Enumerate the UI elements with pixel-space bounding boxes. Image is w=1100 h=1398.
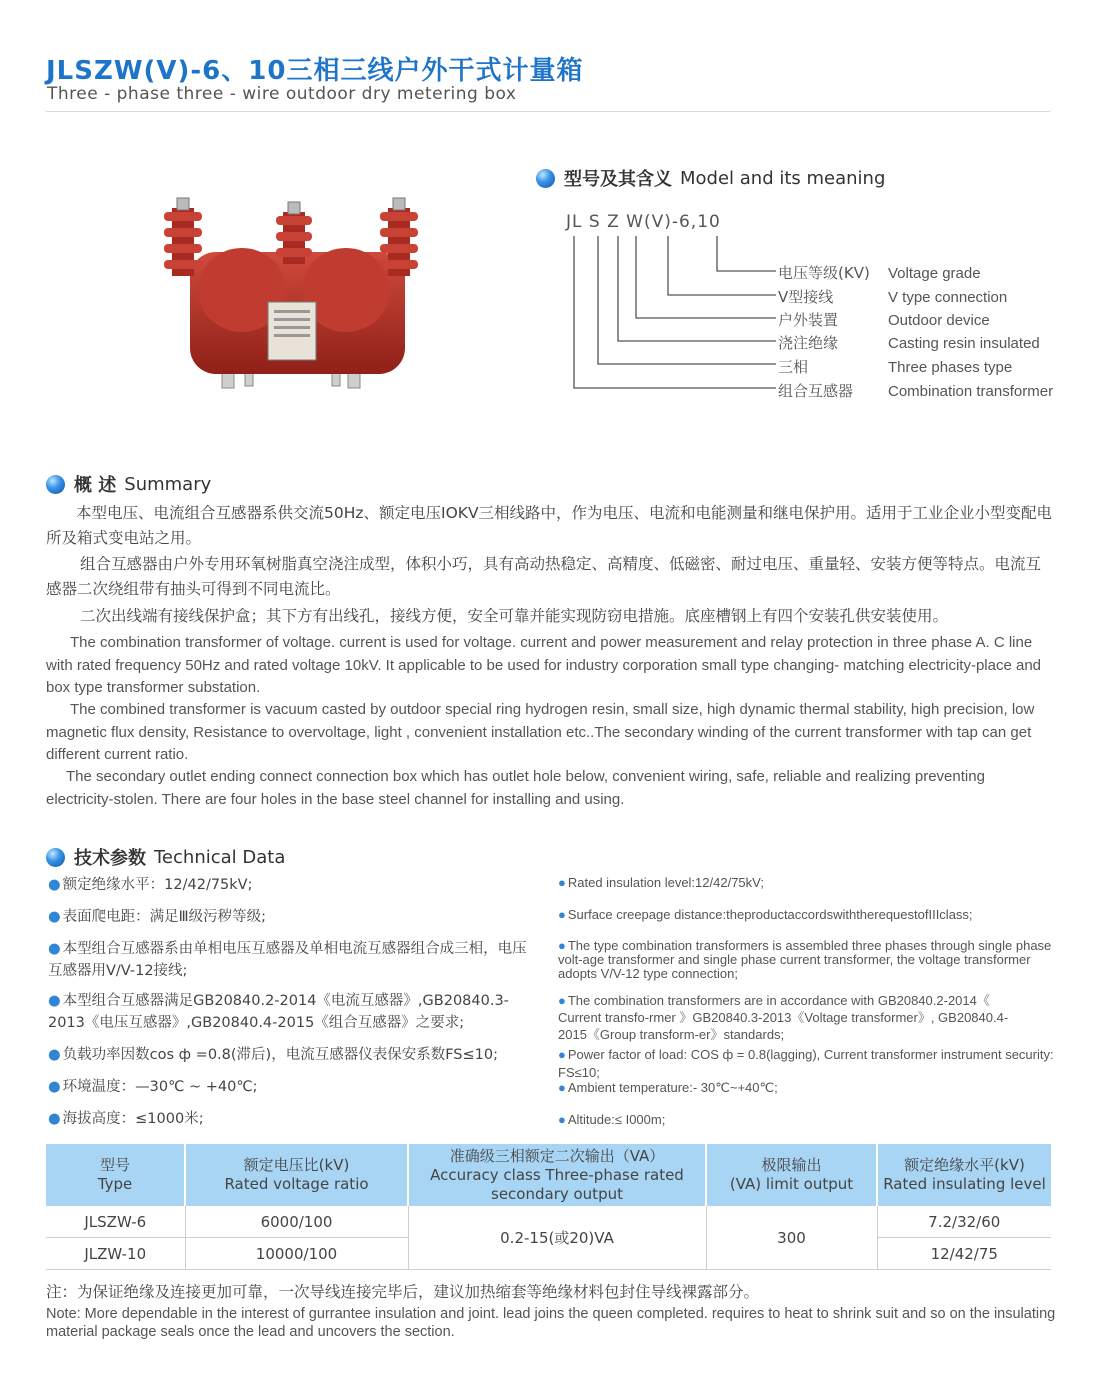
summary-heading: 概 述 Summary	[46, 471, 211, 497]
bullet-ball-icon	[46, 848, 65, 867]
tech-item-cn: ● 环境温度：—30℃ ~ +40℃;	[48, 1079, 258, 1095]
tech-item-en: ● Rated insulation level:12/42/75kV;	[558, 875, 764, 890]
bullet-ball-icon	[536, 169, 555, 188]
tech-item-en: ● Power factor of load: COS ф = 0.8(lagging), Current transformer instrument security: FS≤10;	[558, 1047, 1054, 1080]
tech-item-en: ● The type combination transformers is assembled three phases through single phase volt-age transformer and single phase current transformer, the voltage transformer adopts V/V-12 type connection;	[558, 938, 1052, 981]
bullet-dot-icon: ●	[558, 938, 566, 953]
table-cell: 12/42/75	[877, 1238, 1051, 1270]
summary-paragraph-en: The combined transformer is vacuum casted by outdoor special ring hydrogen resin, small size, high dynamic thermal stability, high precision, low magnetic flux density, Resistance to overvoltage, light , convenient installation etc..The secondary winding of the current transformer with tap can get different current ratio.	[46, 701, 1035, 763]
table-header-cell: 准确级三相额定二次输出（VA） Accuracy class Three-phase rated secondary output	[408, 1144, 706, 1206]
table-header-cell: 型号 Type	[46, 1144, 185, 1206]
bullet-dot-icon: ●	[558, 993, 566, 1008]
tech-item-cn: ● 负载功率因数cos ф =0.8(滞后)，电流互感器仪表保安系数FS≤10;	[48, 1047, 498, 1063]
table-row	[46, 1206, 1051, 1238]
model-code: JL S Z W(V)-6,10	[566, 212, 721, 232]
summary-paragraph-cn: 本型电压、电流组合互感器系供交流50Hz、额定电压IOKV三相线路中，作为电压、电流和电能测量和继电保护用。适用于工业企业小型变配电所及箱式变电站之用。	[46, 504, 1053, 547]
tech-item-cn: ● 本型组合互感器满足GB20840.2-2014《电流互感器》,GB20840.3-2013《电压互感器》,GB20840.4-2015《组合互感器》之要求;	[48, 993, 509, 1031]
page-title: JLSZW(V)-6、10三相三线户外干式计量箱	[46, 56, 584, 86]
technical-heading: 技术参数 Technical Data	[46, 844, 285, 870]
tech-item-cn: ● 本型组合互感器系由单相电压互感器及单相电流互感器组合成三相，电压互感器用V/V-12接线;	[48, 941, 527, 979]
model-meaning-row: 电压等级(KV) Voltage grade	[778, 264, 981, 282]
table-cell: 300	[706, 1206, 877, 1270]
model-meaning-row: 浇注绝缘 Casting resin insulated	[778, 334, 1040, 352]
bullet-dot-icon: ●	[558, 1047, 566, 1062]
note-en: Note: More dependable in the interest of gurrantee insulation and joint. lead joins the queen completed. requires to heat to shrink suit and so on the insulating material package seals once the lead and uncovers the section.	[46, 1306, 1056, 1340]
bullet-dot-icon: ●	[558, 907, 566, 922]
tech-item-en: ● Altitude:≤ I000m;	[558, 1112, 666, 1127]
tech-item-cn: ● 表面爬电距：满足Ⅲ级污秽等级;	[48, 909, 267, 925]
bullet-dot-icon: ●	[48, 993, 61, 1009]
bullet-dot-icon: ●	[48, 1079, 61, 1095]
bullet-dot-icon: ●	[48, 941, 61, 957]
bullet-dot-icon: ●	[558, 1112, 566, 1127]
bullet-dot-icon: ●	[48, 909, 61, 925]
tech-item-en: ● Ambient temperature:- 30℃~+40℃;	[558, 1080, 778, 1095]
model-heading: 型号及其含义 Model and its meaning	[536, 165, 885, 191]
table-cell: 0.2-15(或20)VA	[408, 1206, 706, 1270]
model-meaning-row: 组合互感器 Combination transformer	[778, 382, 1054, 400]
summary-paragraph-en: The secondary outlet ending connect connection box which has outlet hole below, convenient wiring, safe, reliable and realizing preventing electricity-stolen. There are four holes in the base steel channel for installing and using.	[46, 768, 985, 808]
model-meaning-row: 户外装置 Outdoor device	[778, 311, 990, 329]
bullet-dot-icon: ●	[558, 1080, 566, 1095]
bullet-dot-icon: ●	[48, 877, 61, 893]
table-cell: JLSZW-6	[46, 1206, 185, 1238]
table-header-cell: 额定电压比(kV) Rated voltage ratio	[185, 1144, 408, 1206]
page-subtitle: Three - phase three - wire outdoor dry metering box	[47, 84, 517, 104]
table-header-row	[46, 1144, 1051, 1206]
bullet-dot-icon: ●	[48, 1111, 61, 1127]
bullet-dot-icon: ●	[558, 875, 566, 890]
table-cell: JLZW-10	[46, 1238, 185, 1270]
model-diagram-lines	[560, 232, 780, 392]
tech-item-en: ● Surface creepage distance:theproductaccordswiththerequestofIIIclass;	[558, 907, 973, 922]
product-image	[150, 190, 440, 405]
insulator-left	[164, 198, 202, 276]
note-cn: 注：为保证绝缘及连接更加可靠，一次导线连接完毕后，建议加热缩套等绝缘材料包封住导线裸露部分。	[46, 1283, 760, 1301]
summary-paragraph-en: The combination transformer of voltage. current is used for voltage. current and power measurement and relay protection in three phase A. C line with rated frequency 50Hz and rated voltage 10kV. It applicable to be used for industry corporation small type changing- matching electricity-place and box type transformer substation.	[46, 634, 1042, 696]
table-cell: 7.2/32/60	[877, 1206, 1051, 1238]
tech-item-cn: ● 额定绝缘水平：12/42/75kV;	[48, 877, 253, 893]
table-cell: 10000/100	[185, 1238, 408, 1270]
tech-item-en: ● The combination transformers are in accordance with GB20840.2-2014《 Current transfo-rmer 》GB20840.3-2013《Voltage transformer》, GB20840.4-2015《Group transform-er》standards;	[558, 993, 1009, 1042]
bullet-dot-icon: ●	[48, 1047, 61, 1063]
model-meaning-row: 三相 Three phases type	[778, 358, 1013, 376]
summary-paragraph-cn: 二次出线端有接线保护盒；其下方有出线孔，接线方便，安全可靠并能实现防窃电措施。底座槽钢上有四个安装孔供安装使用。	[80, 607, 949, 625]
spec-table	[46, 1144, 1051, 1270]
insulator-right	[380, 198, 418, 276]
table-header-cell: 额定绝缘水平(kV) Rated insulating level	[877, 1144, 1051, 1206]
title-divider	[46, 111, 1050, 112]
bullet-ball-icon	[46, 475, 65, 494]
model-meaning-row: V型接线 V type connection	[778, 288, 1008, 306]
tech-item-cn: ● 海拔高度：≤1000米;	[48, 1111, 204, 1127]
insulator-middle	[276, 202, 312, 264]
table-header-cell: 极限输出 (VA) limit output	[706, 1144, 877, 1206]
summary-paragraph-cn: 组合互感器由户外专用环氧树脂真空浇注成型，体积小巧，具有高动热稳定、高精度、低磁密、耐过电压、重量轻、安装方便等特点。电流互感器二次绕组带有抽头可得到不同电流比。	[46, 555, 1042, 598]
table-cell: 6000/100	[185, 1206, 408, 1238]
